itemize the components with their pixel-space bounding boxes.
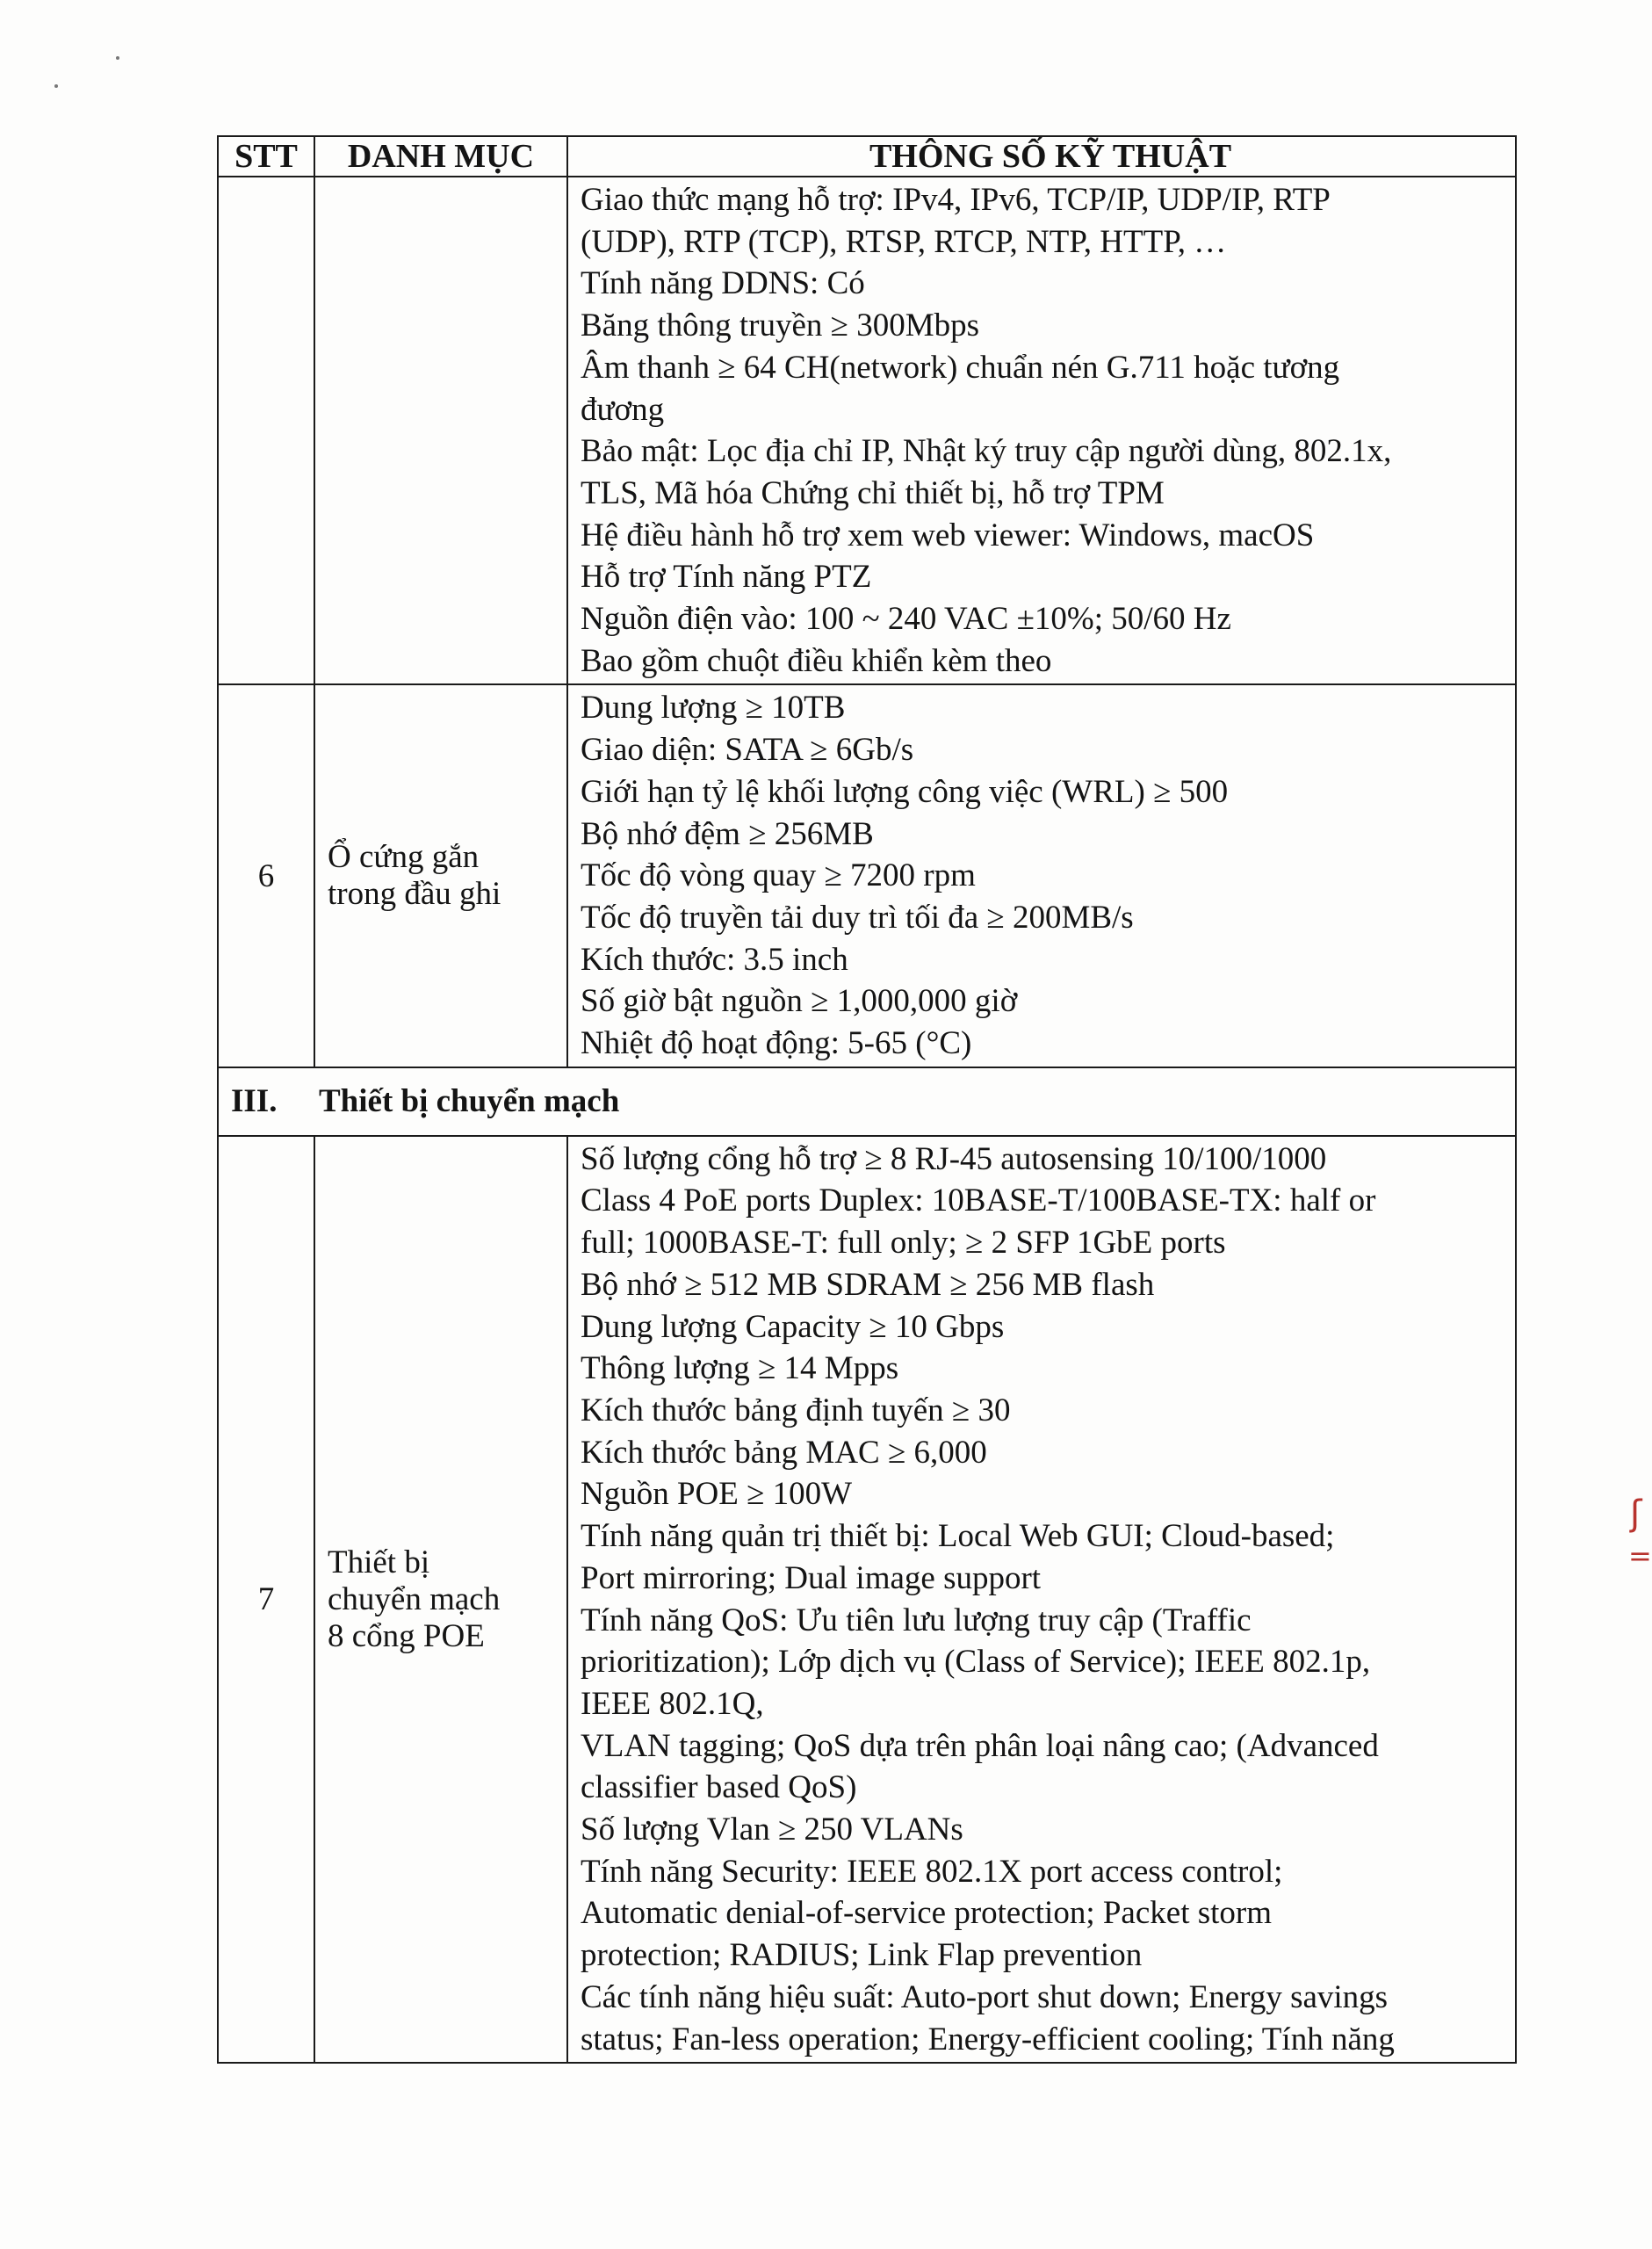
cell-text-line: Nguồn POE ≥ 100W xyxy=(581,1476,853,1513)
spec-table xyxy=(217,135,1517,2064)
section-heading-row xyxy=(218,1067,1516,1136)
scan-speck xyxy=(116,56,119,60)
cell-text-line: Tính năng quản trị thiết bị: Local Web GUI; Cloud-based; xyxy=(581,1518,1335,1555)
cell-text-line: Bảo mật: Lọc địa chỉ IP, Nhật ký truy cập người dùng, 802.1x, xyxy=(581,433,1392,470)
cell-text-line: Tính năng DDNS: Có xyxy=(581,265,865,302)
table-row-continued xyxy=(218,177,1516,684)
header-thong-so: THÔNG SỐ KỸ THUẬT xyxy=(567,136,1516,177)
cell-text-line: Kích thước bảng định tuyến ≥ 30 xyxy=(581,1392,1011,1428)
cell-text-line: protection; RADIUS; Link Flap prevention xyxy=(581,1937,1143,1974)
cell-text-line: Kích thước: 3.5 inch xyxy=(581,941,848,978)
cell-text-line: trong đầu ghi xyxy=(328,876,501,913)
cell-text-line: Nguồn điện vào: 100 ~ 240 VAC ±10%; 50/60 Hz xyxy=(581,601,1231,638)
cell-text-line: Bộ nhớ đệm ≥ 256MB xyxy=(581,815,874,852)
cell-text-line: Dung lượng ≥ 10TB xyxy=(581,690,846,727)
margin-pen-mark: = xyxy=(1628,1539,1652,1573)
cell-text-line: Hệ điều hành hỗ trợ xem web viewer: Windows, macOS xyxy=(581,517,1315,553)
section-number: III. xyxy=(231,1083,278,1120)
cell-text-line: classifier based QoS) xyxy=(581,1769,857,1806)
cell-text-line: full; 1000BASE-T: full only; ≥ 2 SFP 1GbE ports xyxy=(581,1225,1226,1262)
category-cell xyxy=(314,177,567,684)
section-title: Thiết bị chuyển mạch xyxy=(319,1083,620,1120)
cell-text-line: đương xyxy=(581,391,665,428)
cell-text-line: Tốc độ truyền tải duy trì tối đa ≥ 200MB/s xyxy=(581,899,1134,936)
margin-pen-mark: ʃ xyxy=(1630,1493,1642,1534)
cell-text-line: Hỗ trợ Tính năng PTZ xyxy=(581,559,872,596)
cell-text-line: status; Fan-less operation; Energy-efficient cooling; Tính năng xyxy=(581,2021,1395,2057)
cell-text-line: Băng thông truyền ≥ 300Mbps xyxy=(581,307,980,344)
cell-text-line: Class 4 PoE ports Duplex: 10BASE-T/100BASE-TX: half or xyxy=(581,1182,1376,1219)
cell-text-line: Số lượng cổng hỗ trợ ≥ 8 RJ-45 autosensing 10/100/1000 xyxy=(581,1140,1327,1177)
cell-text-line: Ổ cứng gắn xyxy=(328,839,480,876)
stt-cell: 6 xyxy=(218,684,314,1067)
cell-text-line: Tính năng Security: IEEE 802.1X port access control; xyxy=(581,1853,1283,1890)
section-heading xyxy=(218,1067,1516,1136)
cell-text-line: Kích thước bảng MAC ≥ 6,000 xyxy=(581,1434,987,1471)
cell-text-line: prioritization); Lớp dịch vụ (Class of Service); IEEE 802.1p, xyxy=(581,1644,1371,1681)
cell-text-line: IEEE 802.1Q, xyxy=(581,1685,764,1722)
cell-text-line: Bao gồm chuột điều khiển kèm theo xyxy=(581,642,1052,679)
cell-text-line: Giao thức mạng hỗ trợ: IPv4, IPv6, TCP/IP, UDP/IP, RTP xyxy=(581,182,1331,218)
spec-cell xyxy=(567,1136,1516,2063)
cell-text-line: Thiết bị xyxy=(328,1544,430,1580)
cell-text-line: Thông lượng ≥ 14 Mpps xyxy=(581,1350,899,1387)
spec-cell xyxy=(567,177,1516,684)
cell-text-line: TLS, Mã hóa Chứng chỉ thiết bị, hỗ trợ TPM xyxy=(581,474,1165,511)
stt-cell xyxy=(218,177,314,684)
category-cell xyxy=(314,684,567,1067)
scan-speck xyxy=(54,84,58,88)
cell-text-line: 8 cổng POE xyxy=(328,1617,485,1654)
table-header-row xyxy=(218,136,1516,177)
stt-cell: 7 xyxy=(218,1136,314,2063)
cell-text-line: Port mirroring; Dual image support xyxy=(581,1559,1042,1596)
cell-text-line: Nhiệt độ hoạt động: 5-65 (°C) xyxy=(581,1025,972,1062)
table-row-7 xyxy=(218,1136,1516,2063)
header-stt: STT xyxy=(218,136,314,177)
cell-text-line: Bộ nhớ ≥ 512 MB SDRAM ≥ 256 MB flash xyxy=(581,1266,1155,1303)
cell-text-line: Tính năng QoS: Ưu tiên lưu lượng truy cập (Traffic xyxy=(581,1602,1252,1638)
cell-text-line: Dung lượng Capacity ≥ 10 Gbps xyxy=(581,1308,1005,1345)
cell-text-line: Số lượng Vlan ≥ 250 VLANs xyxy=(581,1811,963,1848)
cell-text-line: chuyển mạch xyxy=(328,1580,501,1617)
cell-text-line: Tốc độ vòng quay ≥ 7200 rpm xyxy=(581,857,976,894)
header-danh-muc: DANH MỤC xyxy=(314,136,567,177)
table-row-6 xyxy=(218,684,1516,1067)
cell-text-line: Automatic denial-of-service protection; Packet storm xyxy=(581,1895,1273,1932)
spec-cell xyxy=(567,684,1516,1067)
cell-text-line: VLAN tagging; QoS dựa trên phân loại nâng cao; (Advanced xyxy=(581,1727,1379,1764)
cell-text-line: Số giờ bật nguồn ≥ 1,000,000 giờ xyxy=(581,983,1018,1020)
cell-text-line: Giới hạn tỷ lệ khối lượng công việc (WRL) ≥ 500 xyxy=(581,773,1229,810)
cell-text-line: Các tính năng hiệu suất: Auto-port shut down; Energy savings xyxy=(581,1978,1389,2015)
cell-text-line: Giao diện: SATA ≥ 6Gb/s xyxy=(581,732,914,769)
cell-text-line: (UDP), RTP (TCP), RTSP, RTCP, NTP, HTTP, … xyxy=(581,223,1227,260)
cell-text-line: Âm thanh ≥ 64 CH(network) chuẩn nén G.711 hoặc tương xyxy=(581,349,1340,386)
category-cell xyxy=(314,1136,567,2063)
